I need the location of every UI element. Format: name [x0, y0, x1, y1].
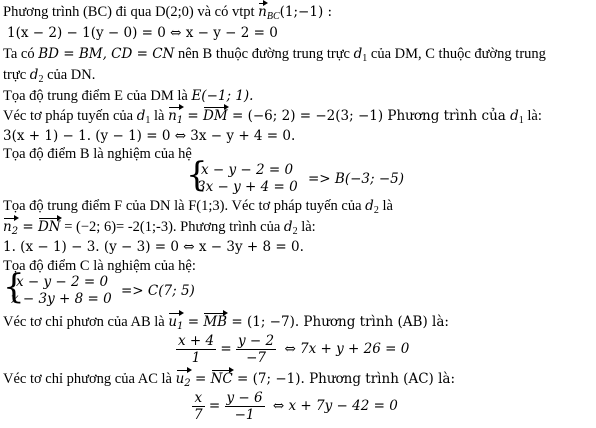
line-direction-ab [3, 314, 449, 330]
line-normal-d1 [3, 108, 542, 124]
result: ⇔ 7x + y + 26 = 0 [284, 341, 410, 357]
system-b [3, 155, 405, 196]
subscript: BC [266, 11, 280, 22]
vector-mb [203, 314, 227, 330]
numerator: y − 6 [226, 390, 263, 406]
math: E(−1; 1). [191, 88, 254, 104]
fraction [192, 390, 205, 423]
text: = (−6; 2) = −2(3; −1) Phương trình của [227, 108, 511, 124]
subscript: 2 [11, 226, 19, 237]
vector-n2 [3, 219, 18, 235]
math-d: d [136, 108, 146, 124]
math-d: d [365, 198, 374, 214]
text: là [150, 108, 169, 124]
vec-letter: MB [203, 314, 228, 330]
text: = (−2; 6)= -2(1;-3). Phương trình của [60, 219, 284, 235]
line-normal-d2 [3, 219, 316, 235]
brace: { [3, 267, 25, 307]
math-d: d [510, 108, 519, 124]
system-row-2: 3x − y + 4 = 0 [197, 179, 298, 195]
text: = (1; −7). Phương trình (AB) là: [227, 314, 449, 330]
subscript: 2 [184, 378, 191, 389]
text: nên B thuộc đường trung trực [174, 46, 354, 62]
equals: = [208, 398, 221, 414]
text: Tọa độ trung điểm E của DM là [3, 88, 192, 104]
text: Véc tơ pháp tuyến của [3, 108, 137, 124]
brace: { [186, 155, 208, 195]
math-d: d [29, 67, 39, 83]
system-row-2: x − 3y + 8 = 0 [11, 291, 112, 307]
system-result-c: => C(7; 5) [121, 283, 195, 299]
vector-n1 [168, 108, 183, 124]
system-c [3, 267, 243, 308]
fraction [236, 333, 276, 366]
line-ta-co [3, 46, 546, 62]
line-midpoint-e [3, 88, 253, 104]
vector-u1 [168, 314, 183, 330]
result: ⇔ x + 7y − 42 = 0 [272, 398, 398, 414]
vec-letter: n [168, 108, 177, 124]
vec-letter: n [3, 219, 12, 235]
equals: = [220, 341, 232, 357]
denominator: −7 [246, 350, 267, 366]
math-d: d [353, 46, 363, 62]
numerator: y − 2 [238, 333, 275, 349]
denominator: 7 [194, 407, 203, 423]
vec-letter: u [168, 314, 178, 330]
subscript: 2 [292, 226, 298, 237]
equation-d1: 3(x + 1) − 1. (y − 1) = 0 ⇔ 3x − y + 4 = 0. [3, 128, 296, 144]
subscript: 1 [518, 115, 524, 126]
text: là: [297, 219, 316, 235]
equation-ab [176, 333, 409, 366]
vector-dn [38, 219, 61, 235]
vec-letter: DM [203, 108, 228, 124]
fraction [225, 390, 265, 423]
subscript: 1 [362, 53, 368, 64]
subscript: 1 [145, 115, 151, 126]
text: = (7; −1). Phương trình (AC) là: [232, 371, 455, 387]
vec-letter: n [258, 4, 267, 20]
denominator: 1 [191, 350, 201, 366]
text: = [18, 219, 38, 235]
text: là: [523, 108, 542, 124]
text: Véc tơ chỉ phươn của AB là [3, 314, 169, 330]
vector-dm [203, 108, 228, 124]
fraction [176, 333, 216, 366]
system-row-1: x − y − 2 = 0 [16, 274, 109, 290]
vector-nc [211, 371, 233, 387]
line-direction-ac [3, 371, 455, 387]
line-truc [3, 67, 95, 83]
system-row-1: x − y − 2 = 0 [201, 162, 294, 178]
vec-letter: u [175, 371, 185, 387]
equation-d2: 1. (x − 1) − 3. (y − 3) = 0 ⇔ x − 3y + 8 = 0. [3, 239, 304, 255]
normal-vector-bc [258, 4, 267, 20]
text: là [378, 198, 393, 214]
vector-u2 [176, 371, 191, 387]
text: = [183, 108, 204, 124]
text: của DM, C thuộc đường trung [367, 46, 546, 62]
equation-bc: 1(x − 2) − 1(y − 0) = 0 ⇔ x − y − 2 = 0 [7, 25, 278, 41]
line-bc-intro [3, 4, 332, 20]
text: (1;−1) : [279, 4, 333, 20]
denominator: −1 [234, 407, 255, 423]
line-system-b: Tọa độ điểm B là nghiệm của hệ [3, 146, 192, 162]
line-system-c: Tọa độ điểm C là nghiệm của hệ: [3, 258, 196, 274]
text: Tọa độ trung điểm F của DN là F(1;3). Véc tơ pháp tuyến của [3, 198, 366, 214]
equation-ac [192, 390, 398, 423]
text: Phương trình (BC) đi qua D(2;0) và có vtpt [3, 4, 259, 20]
subscript: 1 [176, 115, 184, 126]
subscript: 2 [373, 205, 379, 216]
numerator: x + 4 [178, 333, 215, 349]
line-midpoint-f [3, 198, 393, 214]
text: = [183, 314, 204, 330]
text: Ta có [3, 46, 39, 62]
text: = [190, 371, 211, 387]
numerator: x [192, 390, 205, 407]
text: của DN. [43, 67, 96, 83]
subscript: 2 [38, 74, 44, 85]
text: trực [3, 67, 30, 83]
math: BD = BM, CD = CN [38, 46, 175, 62]
math-d: d [283, 219, 293, 235]
vec-letter: NC [210, 371, 233, 387]
subscript: 1 [177, 321, 184, 332]
text: Véc tơ chỉ phương của AC là [3, 371, 176, 387]
vec-letter: DN [37, 219, 61, 235]
system-result-b: => B(−3; −5) [308, 171, 405, 187]
